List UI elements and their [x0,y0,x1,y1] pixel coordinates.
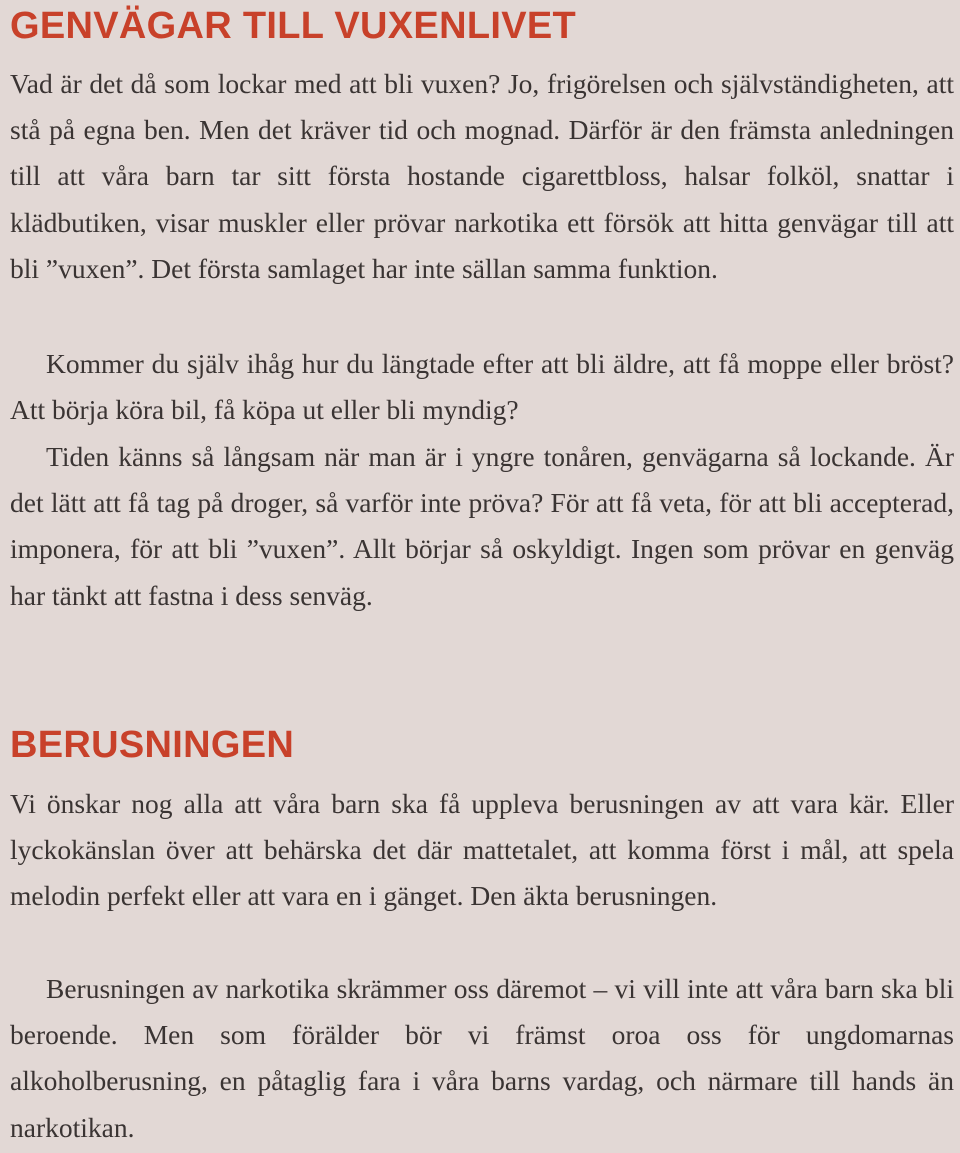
section-heading-berusningen: BERUSNINGEN [10,724,295,766]
paragraph: Tiden känns så långsam när man är i yngre tonåren, genvägarna så lockande. Är det lätt att få tag på droger, så varför inte pröva? För att få veta, för att bli accepterad, imponera, för att bli ”vuxen”. Allt börjar så oskyldigt. Ingen som prövar en genväg har tänkt att fastna i dess senväg. [10,441,954,611]
paragraph: Vi önskar nog alla att våra barn ska få uppleva berusningen av att vara kär. Eller lyckokänslan över att behärska det där mattetalet, att komma först i mål, att spela melodin perfekt eller att vara en i gänget. Den äkta berusningen. [10,788,954,912]
paragraph: Kommer du själv ihåg hur du längtade efter att bli äldre, att få moppe eller bröst? Att börja köra bil, få köpa ut eller bli myndig? [10,348,954,426]
paragraph: Berusningen av narkotika skrämmer oss däremot – vi vill inte att våra barn ska bli beroende. Men som förälder bör vi främst oroa oss för ungdomarnas alkoholberusning, en påtaglig fara i våra barns vardag, och närmare till hands än narkotikan. [10,973,954,1143]
paragraph: Vad är det då som lockar med att bli vuxen? Jo, frigörelsen och självständigheten, att stå på egna ben. Men det kräver tid och mognad. Därför är den främsta anledningen till att våra barn tar sitt första hostande cigarettbloss, halsar folköl, snattar i klädbutiken, visar muskler eller prövar narkotika ett försök att hitta genvägar till att bli ”vuxen”. Det första samlaget har inte sällan samma funktion. [10,68,954,284]
section-heading-genvagar: GENVÄGAR TILL VUXENLIVET [10,5,576,47]
